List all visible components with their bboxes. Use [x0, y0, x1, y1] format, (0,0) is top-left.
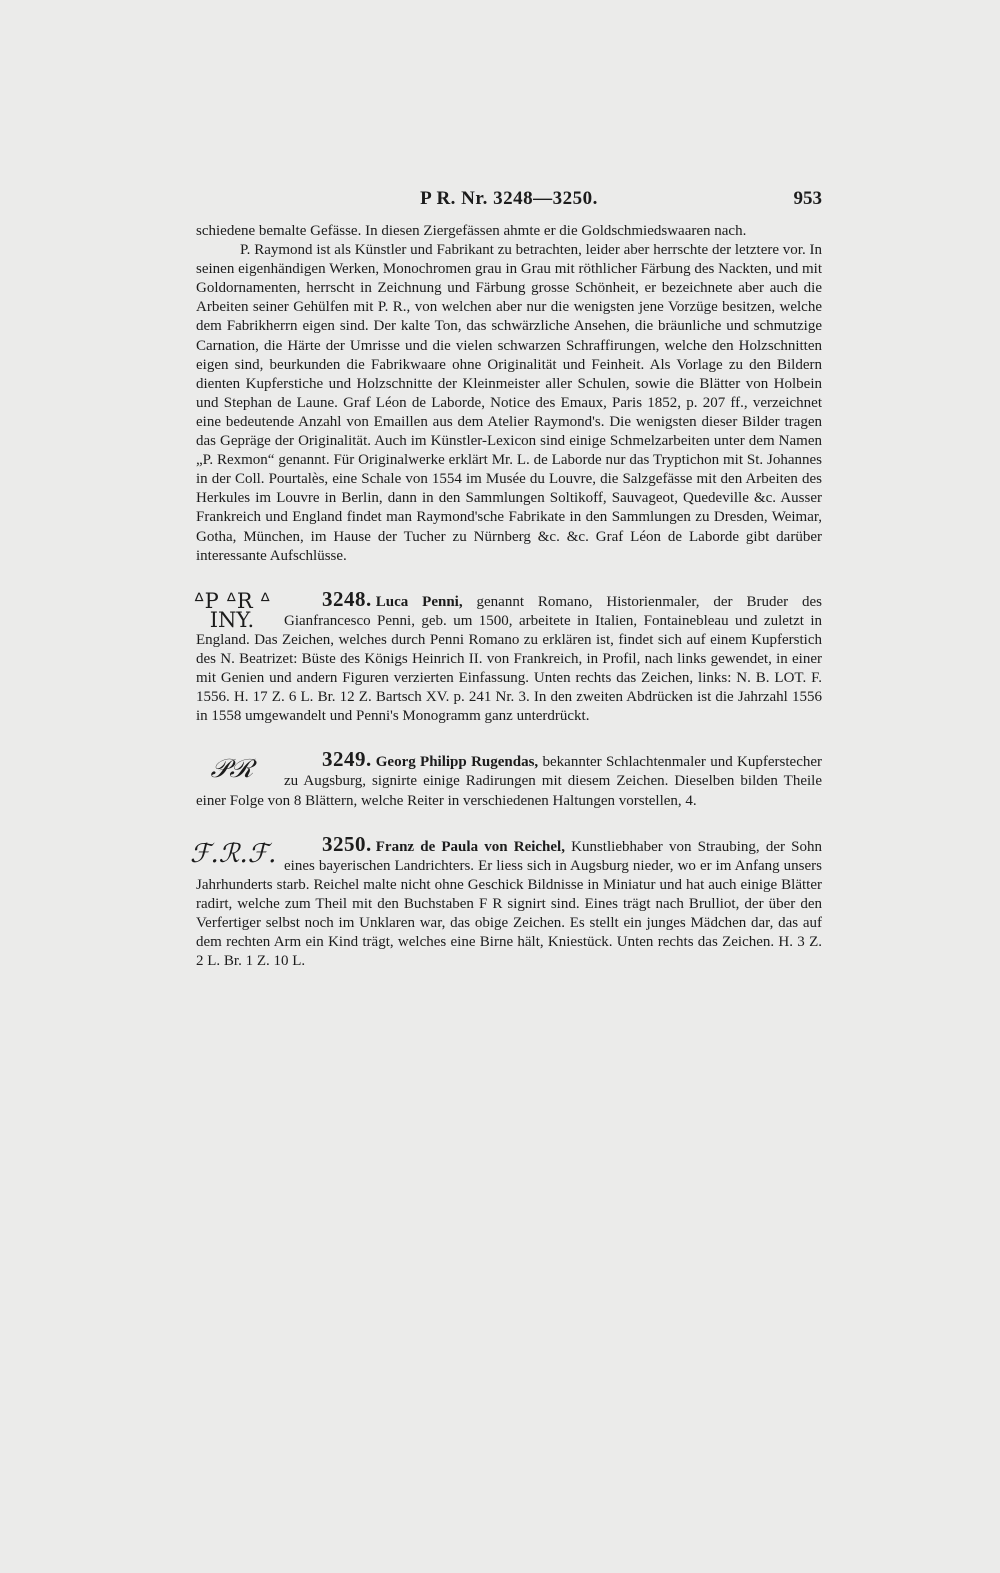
intro-paragraph: schiedene bemalte Gefässe. In diesen Ziergefässen ahmte er die Goldschmiedswaaren nach.: [196, 223, 747, 239]
entry-text: bekannter Schlachtenmaler und Kupferstecher zu Augsburg, signirte einige Radirungen mit diesem Zeichen. Dieselben bilden Theile einer Folge von 8 Blättern, welche Reiter in verschiedenen Haltungen vorstellen, 4.: [196, 754, 823, 809]
entry-number: 3250.: [322, 831, 372, 856]
entry-text: Kunstliebhaber von Straubing, der Sohn eines bayerischen Landrichters. Er liess sich in Augsburg nieder, wo er im Anfang unsers Jahrhunderts starb. Reichel malte nicht ohne Geschick Bildnisse in Miniatur und hat auch einige Blätter radirt, welche zum Theil mit den Buchstaben F R signirt sind. Eines trägt nach Brulliot, der über den Verfertiger selbst noch im Unklaren war, das obige Zeichen. Es stellt ein junges Mädchen dar, das auf dem rechten Arm ein Kind trägt, welches eine Birne hält, Kniestück. Unten rechts das Zeichen. H. 3 Z. 2 L. Br. 1 Z. 10 L.: [196, 838, 823, 970]
page-header: [196, 188, 822, 214]
artist-name: Luca Penni,: [375, 593, 463, 610]
entry-3250: [190, 831, 823, 972]
monogram: ℱ.ℛ.ℱ.: [190, 838, 277, 869]
monogram: 𝒫ℛ: [210, 754, 254, 785]
entry-3248: [193, 586, 823, 727]
monogram: [190, 588, 274, 632]
monogram-line: ᐞP ᐞR ᐞ: [193, 588, 271, 613]
entry-number: 3248.: [322, 586, 372, 611]
intro-paragraph: P. Raymond ist als Künstler und Fabrikant zu betrachten, leider aber herrschte der letztere vor. In seinen eigenhändigen Werken, Monochromen grau in Grau mit röthlicher Färbung des Nackten, und mit Goldornamenten, herrscht in Zeichnung und Färbung grosse Schönheit, er bezeichnete aber auch die Arbeiten seiner Gehülfen mit P. R., von welchen aber nur die wenigsten jene Vorzüge besitzen, welche dem Fabrikherrn eigen sind. Der kalte Ton, das schwärzliche Ansehen, die bräunliche und schmutzige Carnation, die Härte der Umrisse und die vielen schwarzen Schraffirungen, welche den Holzschnitten eigen sind, beurkunden die Fabrikwaare ohne Originalität und Feinheit. Als Vorlage zu den Bildern dienten Kupferstiche und Holzschnitte der Kleinmeister aller Schulen, sowie die Blätter von Holbein und Stephan de Laune. Graf Léon de Laborde, Notice des Emaux, Paris 1852, p. 207 ff., verzeichnet eine bedeutende Anzahl von Emaillen aus dem Atelier Raymond's. Die wenigsten dieser Bilder tragen das Gepräge der Originalität. Auch im Künstler-Lexicon sind einige Schmelzarbeiten unter dem Namen „P. Rexmon“ genannt. Für Originalwerke erklärt Mr. L. de Laborde nur das Tryptichon mit St. Johannes in der Coll. Pourtalès, eine Schale von 1554 im Musée du Louvre, die Salzgefässe mit den Arbeiten des Herkules im Louvre in Berlin, dann in den Sammlungen Soltikoff, Sauvageot, Quedeville &c. Ausser Frankreich und England findet man Raymond'sche Fabrikate in den Sammlungen zu Dresden, Weimar, Gotha, München, im Hause der Tucher zu Nürnberg &c. &c. Graf Léon de Laborde gibt darüber interessante Aufschlüsse.: [196, 242, 822, 564]
entry-number: 3249.: [322, 747, 372, 772]
page-body: [190, 222, 823, 971]
running-head: P R. Nr. 3248—3250.: [420, 188, 598, 209]
entry-text: genannt Romano, Historienmaler, der Bruder des Gianfrancesco Penni, geb. um 1500, arbeitete in Italien, Fontainebleau und zuletzt in England. Das Zeichen, welches durch Penni Romano zu erklären ist, findet sich auf einem Kupferstich des N. Beatrizet: Büste des Königs Heinrich II. von Frankreich, in Profil, nach links gewendet, in einer mit Genien und andern Figuren verzierten Einfassung. Unten rechts das Zeichen, links: N. B. LOT. F. 1556. H. 17 Z. 6 L. Br. 12 Z. Bartsch XV. p. 241 Nr. 3. In den zweiten Abdrücken ist die Jahrzahl 1556 in 1558 umgewandelt und Penni's Monogramm ganz unterdrückt.: [196, 593, 823, 725]
entry-3249: [196, 747, 823, 810]
page-number: 953: [793, 188, 822, 209]
artist-name: Georg Philipp Rugendas,: [375, 754, 539, 771]
monogram-line: INY.: [209, 607, 255, 632]
artist-name: Franz de Paula von Reichel,: [375, 838, 565, 855]
